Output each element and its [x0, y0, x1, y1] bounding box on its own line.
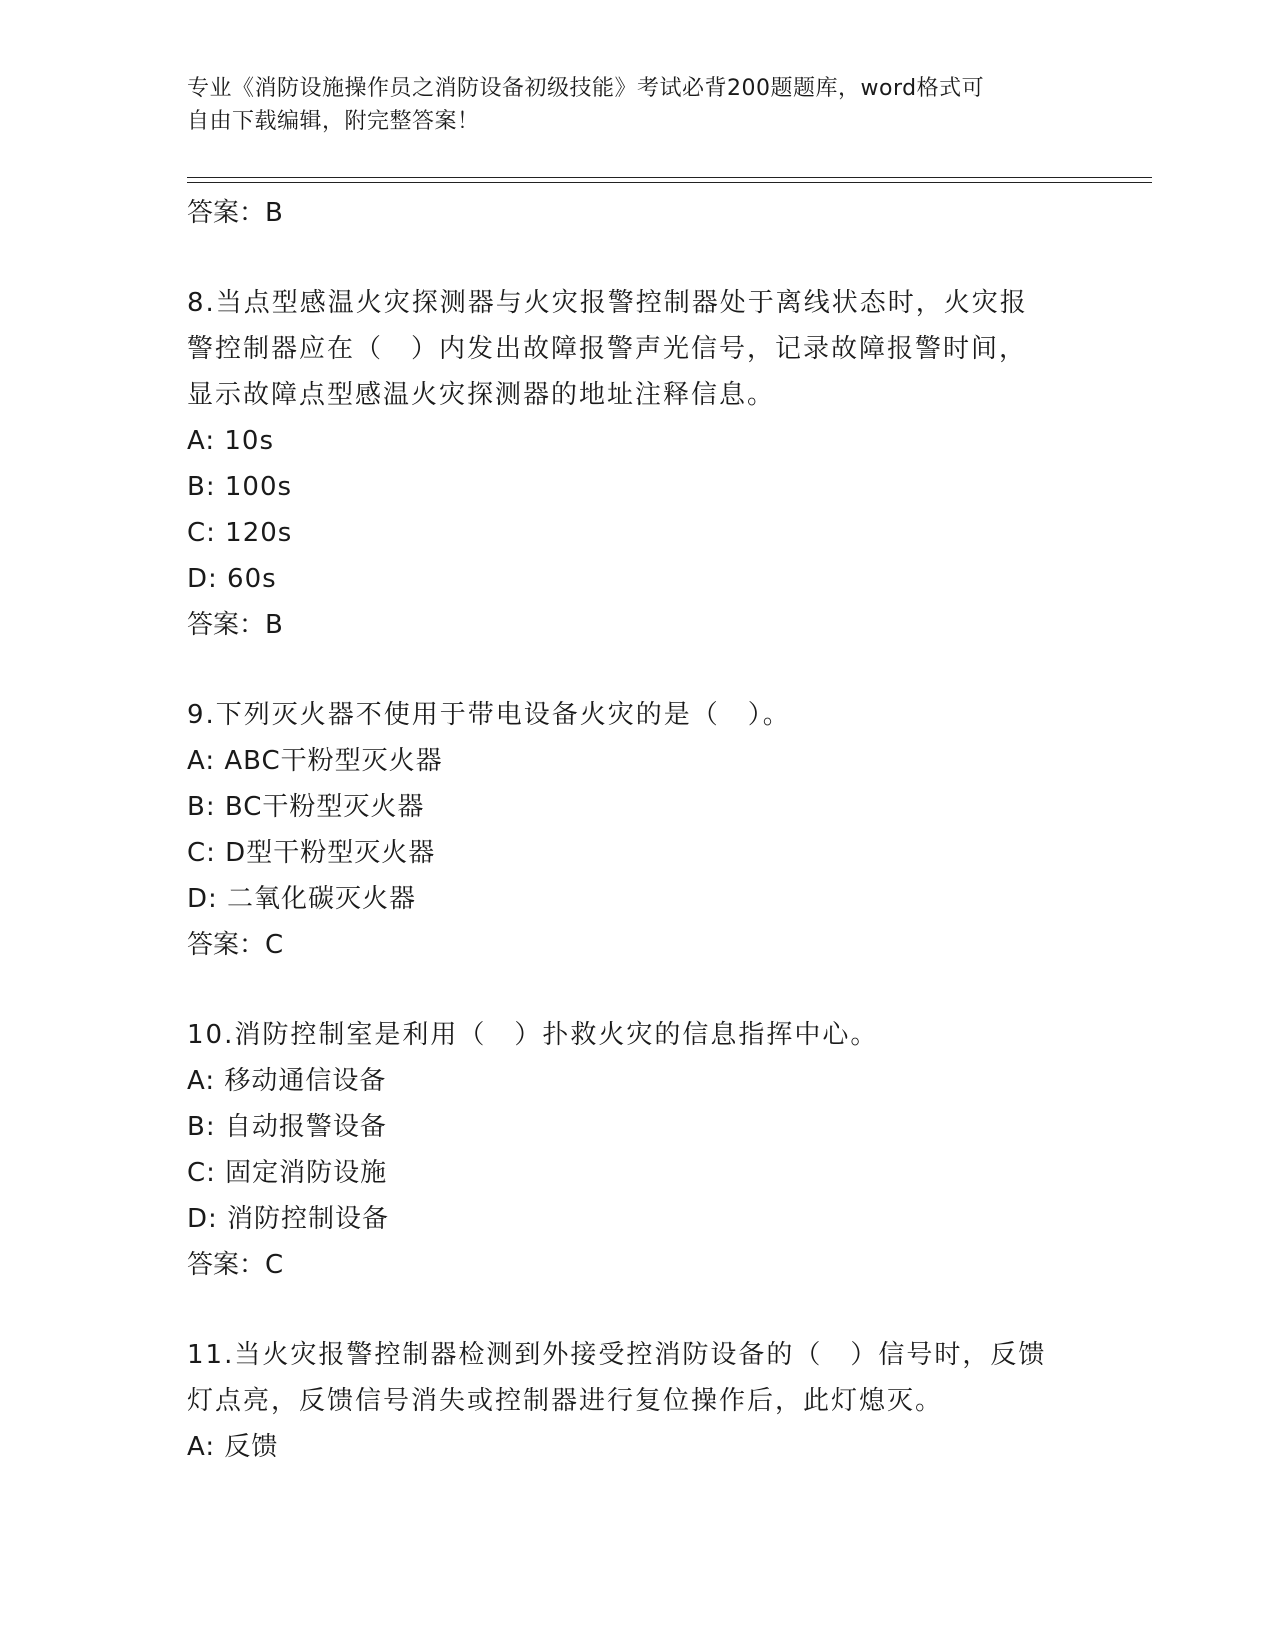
option-c: C: 120s [187, 518, 293, 548]
header-rule-bottom [187, 182, 1152, 183]
option-a: A: 反馈 [187, 1432, 279, 1462]
answer-label: 答案：C [187, 930, 284, 960]
question-list [187, 190, 1087, 1470]
answer-label: 答案：B [187, 610, 283, 640]
question-text-line: 灯点亮，反馈信号消失或控制器进行复位操作后，此灯熄灭。 [187, 1386, 944, 1416]
option-c: C: 固定消防设施 [187, 1158, 388, 1188]
option-a: A: 移动通信设备 [187, 1066, 387, 1096]
option-d: D: 二氧化碳灭火器 [187, 884, 417, 914]
option-a: A: ABC干粉型灭火器 [187, 746, 443, 776]
answer-label: 答案：C [187, 1250, 284, 1280]
question-block-11 [187, 1332, 1087, 1470]
question-block-10 [187, 1012, 1087, 1288]
question-block-9 [187, 692, 1087, 968]
option-b: B: 自动报警设备 [187, 1112, 387, 1142]
question-text-line: 11.当火灾报警控制器检测到外接受控消防设备的（ ）信号时，反馈 [187, 1340, 1047, 1370]
option-b: B: 100s [187, 472, 293, 502]
option-d: D: 60s [187, 564, 277, 594]
option-d: D: 消防控制设备 [187, 1204, 390, 1234]
question-block-8 [187, 280, 1087, 648]
question-text-line: 警控制器应在（ ）内发出故障报警声光信号，记录故障报警时间， [187, 334, 1028, 364]
answer-label: 答案：B [187, 198, 283, 228]
question-text-line: 9.下列灭火器不使用于带电设备火灾的是（ ）。 [187, 700, 791, 730]
option-a: A: 10s [187, 426, 274, 456]
header-line-1: 专业《消防设施操作员之消防设备初级技能》考试必背200题题库，word格式可 [187, 76, 985, 101]
option-c: C: D型干粉型灭火器 [187, 838, 436, 868]
document-header [187, 72, 1087, 138]
header-line-2: 自由下载编辑，附完整答案！ [187, 109, 480, 134]
question-text-line: 10.消防控制室是利用（ ）扑救火灾的信息指挥中心。 [187, 1020, 879, 1050]
question-text-line: 8.当点型感温火灾探测器与火灾报警控制器处于离线状态时，火灾报 [187, 288, 1028, 318]
question-text-line: 显示故障点型感温火灾探测器的地址注释信息。 [187, 380, 776, 410]
option-b: B: BC干粉型灭火器 [187, 792, 425, 822]
header-rule-top [187, 177, 1152, 178]
